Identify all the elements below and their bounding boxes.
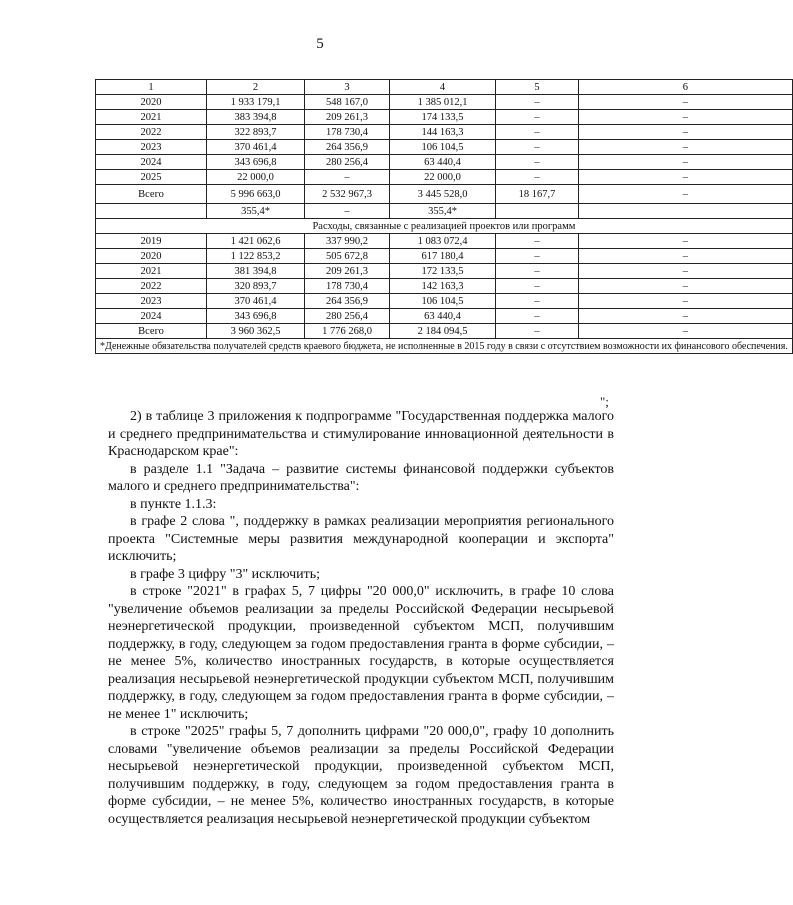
table-cell: Всего xyxy=(96,324,207,339)
table-cell: – xyxy=(496,170,579,185)
table-row xyxy=(96,309,793,324)
table-row xyxy=(96,95,793,110)
table-cell: 343 696,8 xyxy=(207,309,305,324)
table-cell: 370 461,4 xyxy=(207,140,305,155)
section-title: Расходы, связанные с реализацией проектов или программ xyxy=(96,219,793,234)
table-cell: – xyxy=(496,110,579,125)
table-cell: 2021 xyxy=(96,264,207,279)
table-cell xyxy=(579,204,793,219)
table-row xyxy=(96,140,793,155)
table-header-row xyxy=(96,80,793,95)
table-cell: – xyxy=(579,125,793,140)
table-cell xyxy=(96,204,207,219)
table-cell: 617 180,4 xyxy=(390,249,496,264)
header-cell: 2 xyxy=(207,80,305,95)
table-cell: – xyxy=(579,279,793,294)
table-cell: 142 163,3 xyxy=(390,279,496,294)
table-cell: 505 672,8 xyxy=(305,249,390,264)
table-cell: 106 104,5 xyxy=(390,140,496,155)
table-cell: 2023 xyxy=(96,294,207,309)
table-cell: – xyxy=(496,264,579,279)
table-row xyxy=(96,125,793,140)
table-cell: 22 000,0 xyxy=(207,170,305,185)
table-cell: 2 532 967,3 xyxy=(305,185,390,204)
table-cell: – xyxy=(579,110,793,125)
header-cell: 6 xyxy=(579,80,793,95)
table-cell: 178 730,4 xyxy=(305,125,390,140)
table-cell: – xyxy=(579,234,793,249)
header-cell: 1 xyxy=(96,80,207,95)
table-row xyxy=(96,155,793,170)
table-cell: – xyxy=(579,140,793,155)
table-section-b xyxy=(96,234,793,324)
table-cell: – xyxy=(496,140,579,155)
table-footnote-row xyxy=(96,339,793,354)
table-row xyxy=(96,170,793,185)
table-cell: 1 421 062,6 xyxy=(207,234,305,249)
table-cell: 174 133,5 xyxy=(390,110,496,125)
table-cell: 209 261,3 xyxy=(305,264,390,279)
table-cell: – xyxy=(579,249,793,264)
table-cell: 320 893,7 xyxy=(207,279,305,294)
table-cell: 548 167,0 xyxy=(305,95,390,110)
table-cell: 2023 xyxy=(96,140,207,155)
table-total-a xyxy=(96,185,793,234)
table-cell: 2022 xyxy=(96,125,207,140)
page-number: 5 xyxy=(316,36,324,52)
table-row xyxy=(96,249,793,264)
table-cell: 2022 xyxy=(96,279,207,294)
table-cell: – xyxy=(496,294,579,309)
table-cell: – xyxy=(305,170,390,185)
table-cell: 2024 xyxy=(96,155,207,170)
footnote: *Денежные обязательства получателей средств краевого бюджета, не исполненные в 2015 году в связи с отсутствием возможности их финансового обеспечения. xyxy=(96,339,793,354)
closing-quote: "; xyxy=(600,394,609,409)
table-cell xyxy=(496,204,579,219)
table-cell: – xyxy=(579,324,793,339)
table-cell: 63 440,4 xyxy=(390,309,496,324)
table-cell: – xyxy=(496,279,579,294)
table-cell: 355,4* xyxy=(390,204,496,219)
table-row xyxy=(96,279,793,294)
table-cell: 2020 xyxy=(96,95,207,110)
budget-table xyxy=(95,79,793,354)
table-cell: 383 394,8 xyxy=(207,110,305,125)
table-cell: – xyxy=(579,264,793,279)
table-cell: – xyxy=(579,155,793,170)
table-cell: 264 356,9 xyxy=(305,140,390,155)
table-cell: 178 730,4 xyxy=(305,279,390,294)
table-cell: 280 256,4 xyxy=(305,155,390,170)
table-cell: 370 461,4 xyxy=(207,294,305,309)
table-cell: 337 990,2 xyxy=(305,234,390,249)
table-cell: 5 996 663,0 xyxy=(207,185,305,204)
table-row xyxy=(96,294,793,309)
table-section-title-row xyxy=(96,219,793,234)
table-cell: 264 356,9 xyxy=(305,294,390,309)
table-cell: 106 104,5 xyxy=(390,294,496,309)
table-cell: 63 440,4 xyxy=(390,155,496,170)
body-text xyxy=(108,408,614,828)
paragraph: в строке "2025" графы 5, 7 дополнить цифрами "20 000,0", графу 10 дополнить словами "увеличение объемов реализации за пределы Российской Федерации несырьевой неэнергетической продукции, произведенной субъектом МСП, получившим поддержку, в году, следующем за годом предоставления гранта в форме субсидии, – не менее 5%, количество иностранных государств, в которые осуществляется реализация несырьевой неэнергетической продукции субъектом xyxy=(108,724,614,827)
header-cell: 5 xyxy=(496,80,579,95)
table-cell: 2 184 094,5 xyxy=(390,324,496,339)
table-cell: 1 122 853,2 xyxy=(207,249,305,264)
table-cell: 2025 xyxy=(96,170,207,185)
table-cell: – xyxy=(496,125,579,140)
table-section-a xyxy=(96,95,793,185)
table-cell: 1 776 268,0 xyxy=(305,324,390,339)
table-cell: – xyxy=(579,185,793,204)
table-cell: Всего xyxy=(96,185,207,204)
table-row xyxy=(96,110,793,125)
paragraph: 2) в таблице 3 приложения к подпрограмме "Государственная поддержка малого и среднего предпринимательства и стимулирование инновационной деятельности в Краснодарском крае": xyxy=(108,409,614,459)
table-cell: 343 696,8 xyxy=(207,155,305,170)
table-cell: – xyxy=(305,204,390,219)
table-cell: 355,4* xyxy=(207,204,305,219)
paragraph: в графе 2 слова ", поддержку в рамках реализации мероприятия регионального проекта "Системные меры развития международной кооперации и экспорта" исключить; xyxy=(108,514,614,564)
paragraph: в графе 3 цифру "3" исключить; xyxy=(130,566,320,582)
table-row-total xyxy=(96,185,793,204)
table-cell: – xyxy=(496,249,579,264)
table-row-total xyxy=(96,324,793,339)
table-cell: – xyxy=(496,155,579,170)
table-cell: – xyxy=(579,294,793,309)
table-cell: – xyxy=(579,170,793,185)
table-cell: – xyxy=(496,234,579,249)
table-cell: – xyxy=(579,95,793,110)
table-cell: 381 394,8 xyxy=(207,264,305,279)
table-cell: 2021 xyxy=(96,110,207,125)
paragraph: в пункте 1.1.3: xyxy=(130,496,217,512)
table-row xyxy=(96,264,793,279)
table-cell: 2024 xyxy=(96,309,207,324)
table-cell: – xyxy=(496,324,579,339)
table-cell: 22 000,0 xyxy=(390,170,496,185)
header-cell: 3 xyxy=(305,80,390,95)
table-cell: – xyxy=(496,95,579,110)
table-cell: 3 960 362,5 xyxy=(207,324,305,339)
table-cell: 2019 xyxy=(96,234,207,249)
table-cell: 3 445 528,0 xyxy=(390,185,496,204)
table-cell: – xyxy=(579,309,793,324)
paragraph: в строке "2021" в графах 5, 7 цифры "20 000,0" исключить, в графе 10 слова "увеличение объемов реализации за пределы Российской Федерации несырьевой неэнергетической продукции, произведенной субъектом МСП, получившим поддержку, в году, следующем за годом предоставления гранта в форме субсидии, – не менее 5%, количество иностранных государств, в которые осуществляется реализация несырьевой неэнергетической продукции субъектом МСП, получившим поддержку, в году, следующем за годом предоставления гранта в форме субсидии, – не менее 1" исключить; xyxy=(108,584,614,722)
table-cell: 209 261,3 xyxy=(305,110,390,125)
table-cell: 144 163,3 xyxy=(390,125,496,140)
table-cell: 280 256,4 xyxy=(305,309,390,324)
table-row-total-extra xyxy=(96,204,793,219)
table-cell: 18 167,7 xyxy=(496,185,579,204)
table-row xyxy=(96,234,793,249)
table-cell: 322 893,7 xyxy=(207,125,305,140)
paragraph: в разделе 1.1 "Задача – развитие системы финансовой поддержки субъектов малого и среднего предпринимательства": xyxy=(108,461,614,494)
table-cell: 1 083 072,4 xyxy=(390,234,496,249)
table-cell: 2020 xyxy=(96,249,207,264)
table-total-b xyxy=(96,324,793,354)
table-cell: 172 133,5 xyxy=(390,264,496,279)
table-cell: 1 933 179,1 xyxy=(207,95,305,110)
header-cell: 4 xyxy=(390,80,496,95)
table-cell: – xyxy=(496,309,579,324)
table-cell: 1 385 012,1 xyxy=(390,95,496,110)
